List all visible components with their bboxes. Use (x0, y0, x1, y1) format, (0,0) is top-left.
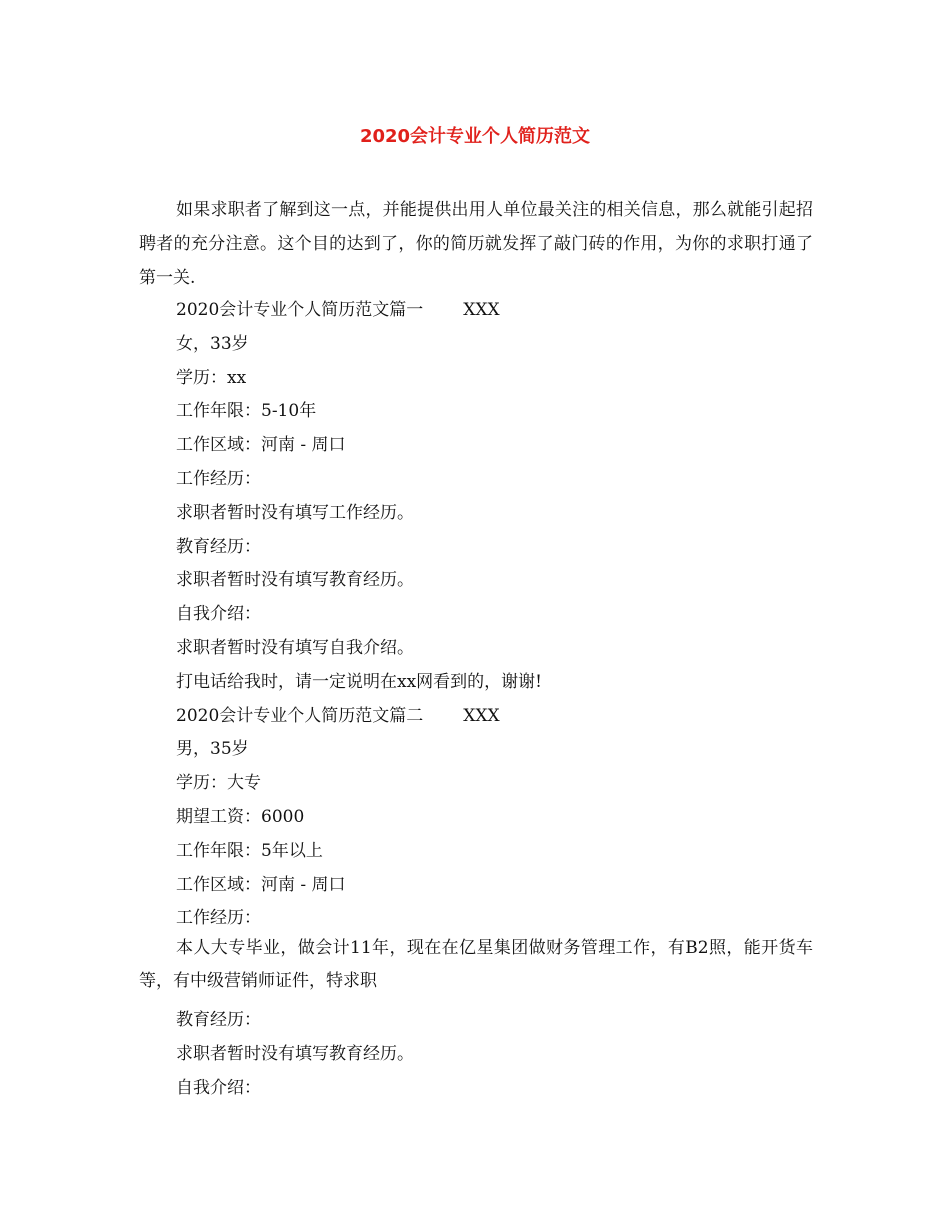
section1-line: 自我介绍： (176, 604, 261, 625)
section2-heading: 2020会计专业个人简历范文篇二 XXX (176, 705, 500, 726)
section1-name: XXX (463, 300, 500, 320)
resume-lines (176, 294, 816, 936)
section2-experience-paragraph: 本人大专毕业，做会计11年，现在在亿星集团做财务管理工作，有B2照，能开货车等，有中级营销师证件，特求职 (139, 938, 813, 991)
section2-line: 自我介绍： (176, 1077, 261, 1098)
section2-line: 学历：大专 (176, 773, 261, 794)
section1-line: 求职者暂时没有填写工作经历。 (176, 502, 414, 523)
document-title: 2020会计专业个人简历范文 (359, 126, 591, 147)
resume-lines-tail (176, 1004, 816, 1105)
section2-line: 教育经历： (176, 1010, 261, 1030)
section1-line: 女，33岁 (176, 333, 249, 354)
section1-heading: 2020会计专业个人简历范文篇一 XXX (176, 300, 500, 320)
section2-line: 工作区域：河南 - 周口 (176, 874, 346, 895)
intro-paragraph: 如果求职者了解到这一点，并能提供出用人单位最关注的相关信息，那么就能引起招聘者的充分注意。这个目的达到了，你的简历就发挥了敲门砖的作用，为你的求职打通了第一关. (139, 200, 813, 288)
section1-line: 打电话给我时，请一定说明在xx网看到的，谢谢! (176, 671, 543, 692)
section2-line: 男，35岁 (176, 739, 249, 760)
section1-line: 教育经历： (176, 536, 261, 557)
section1-line: 工作经历： (176, 468, 261, 489)
section2-line: 求职者暂时没有填写教育经历。 (176, 1043, 414, 1064)
section2-line: 期望工资：6000 (176, 806, 305, 827)
section1-line: 学历：xx (176, 367, 247, 388)
section1-line: 求职者暂时没有填写教育经历。 (176, 570, 414, 591)
section1-line: 工作年限：5-10年 (176, 401, 317, 422)
section2-line: 工作年限：5年以上 (176, 840, 323, 861)
section2-name: XXX (463, 705, 500, 726)
section1-line: 求职者暂时没有填写自我介绍。 (176, 637, 414, 658)
section2-line: 工作经历： (176, 908, 261, 929)
section1-line: 工作区域：河南 - 周口 (176, 435, 346, 456)
